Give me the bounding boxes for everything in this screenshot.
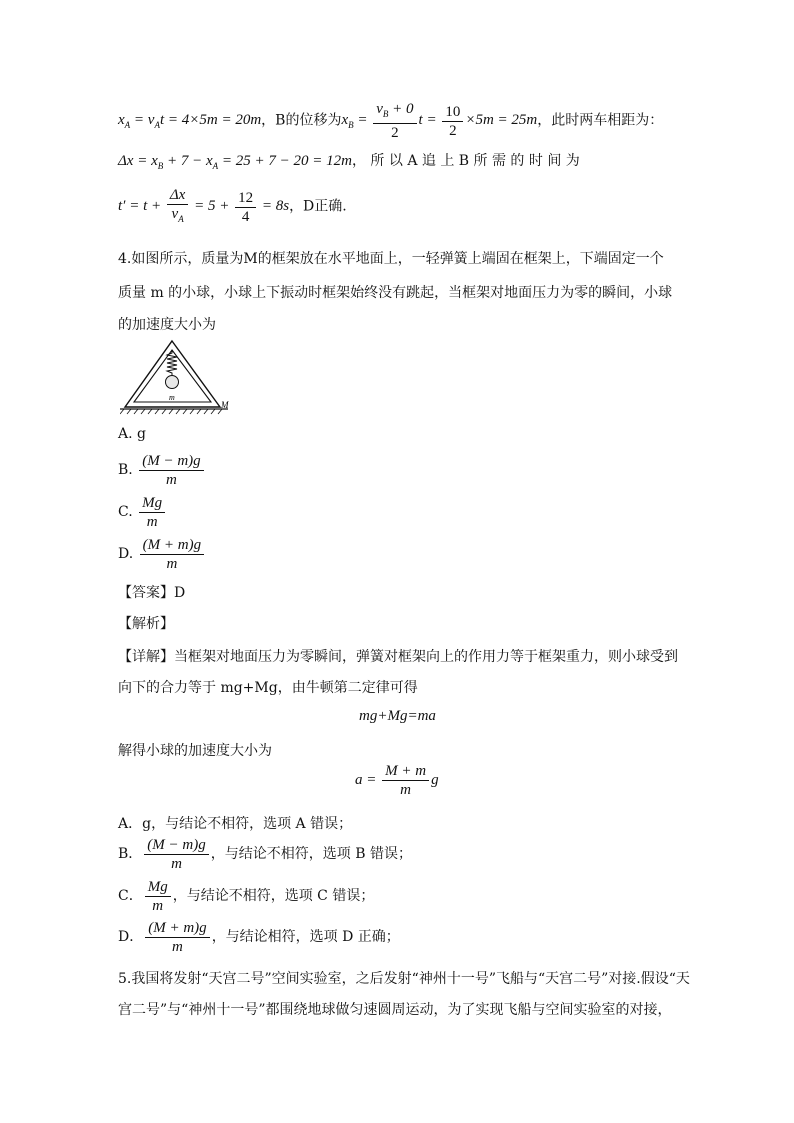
q4-stem-line1: 4.如图所示，质量为M的框架放在水平地面上，一轻弹簧上端固在框架上，下端固定一个 <box>118 251 664 267</box>
check-b-formula: $\frac{(M - m)g}{m}$ <box>142 846 210 862</box>
text: ，B的位移为 <box>261 112 342 129</box>
detail-line2: 向下的合力等于 mg+Mg，由牛顿第二定律可得 <box>118 680 418 696</box>
check-c-post: ，与结论不相符，选项 C 错误； <box>172 887 375 904</box>
check-b-post: ，与结论不相符，选项 B 错误； <box>210 845 412 862</box>
math-xA: $x_A = v_At = 4\times 5m = 20m$ <box>118 112 262 131</box>
option-d-formula: $\frac{(M + m)g}{m}$ <box>138 546 206 562</box>
option-c-formula: $\frac{Mg}{m}$ <box>137 504 167 520</box>
prev-solution-line1 <box>118 100 663 142</box>
option-b-label: B. <box>118 461 133 478</box>
check-b-pre: B． <box>118 845 143 862</box>
option-a: A. g <box>118 426 146 442</box>
prev-solution-line2 <box>118 150 580 171</box>
prev-solution-line3 <box>118 186 347 228</box>
option-c <box>118 494 167 531</box>
option-c-label: C. <box>118 503 133 520</box>
fig-label-m: m <box>169 393 175 402</box>
text: ，此时两车相距为： <box>537 112 664 129</box>
option-d-label: D. <box>118 545 134 562</box>
q4-stem-line3: 的加速度大小为 <box>118 317 216 333</box>
fig-label-M: M <box>221 400 229 410</box>
check-c-formula: $\frac{Mg}{m}$ <box>143 888 173 904</box>
math-dx: $\Delta x = x_B + 7 - x_A = 25 + 7 - 20 = 12m$ <box>118 153 352 171</box>
check-d-post: ，与结论相符，选项 D 正确； <box>211 928 400 945</box>
check-a: A．g，与结论不相符，选项 A 错误； <box>118 816 353 832</box>
q5-line1: 5.我国将发射“天宫二号”空间实验室，之后发射“神州十一号”飞船与“天宫二号”对接.假设“天 <box>118 971 690 987</box>
check-c <box>118 878 374 915</box>
detail-line1: 【详解】当框架对地面压力为零瞬间，弹簧对框架向上的作用力等于框架重力，则小球受到 <box>118 649 678 665</box>
option-d <box>118 536 206 573</box>
check-b <box>118 836 412 873</box>
check-d-formula: $\frac{(M + m)g}{m}$ <box>143 929 211 945</box>
solve-line: 解得小球的加速度大小为 <box>118 743 272 759</box>
math-tprime: t′ = t + $\frac{\Delta x}{v_A}$ = 5 + $\frac{12}{4}$ = 8s <box>118 187 290 225</box>
frame-spring-figure <box>120 338 232 416</box>
q5-line2: 宫二号”与“神州十一号”都围绕地球做匀速圆周运动，为了实现飞船与空间实验室的对接， <box>118 1002 672 1018</box>
option-b-formula: $\frac{(M - m)g}{m}$ <box>137 462 205 478</box>
check-d-pre: D． <box>118 928 144 945</box>
equation-newton: mg+Mg=ma <box>359 708 436 724</box>
q4-stem-line2: 质量 m 的小球，小球上下振动时框架始终没有跳起，当框架对地面压力为零的瞬间，小球 <box>118 285 673 301</box>
check-c-pre: C． <box>118 887 143 904</box>
option-b <box>118 452 206 489</box>
answer-label: 【答案】D <box>118 585 186 601</box>
math-xB: $x_B$ = $\frac{v_B + 0}{2}$ t = $\frac{10}{2}$ ×5m = 25m <box>341 101 538 141</box>
analysis-label: 【解析】 <box>118 616 174 632</box>
text: ， 所 以 A 追 上 B 所 需 的 时 间 为 <box>351 153 580 169</box>
text: ，D正确. <box>289 198 347 215</box>
check-d <box>118 919 400 956</box>
equation-accel: a = $\frac{M + m}{m}$ g <box>355 763 439 798</box>
